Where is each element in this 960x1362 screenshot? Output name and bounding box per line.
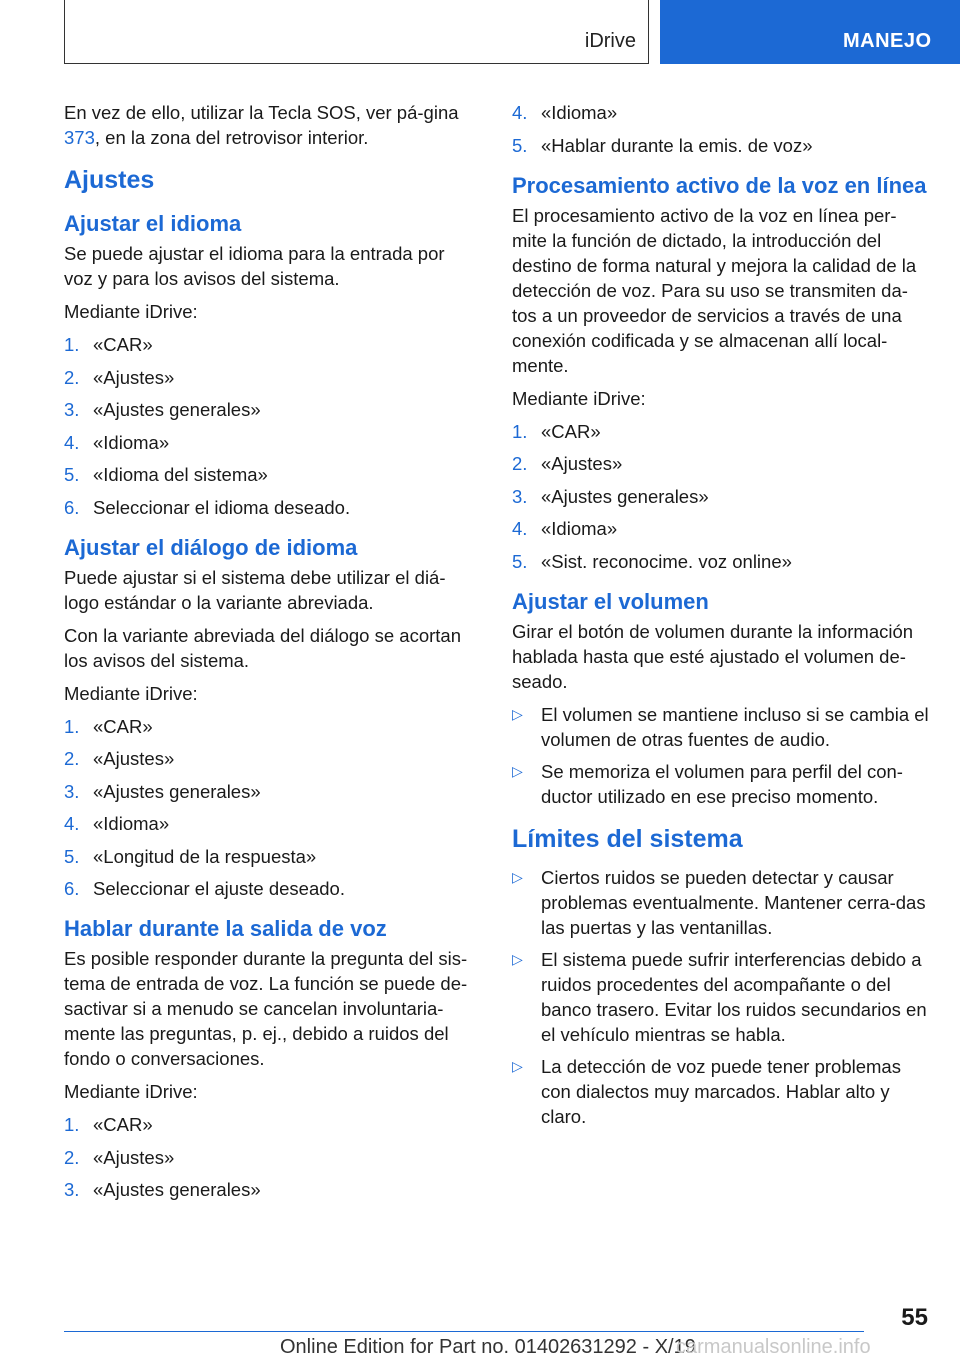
triangle-bullet-icon: ▷: [512, 705, 523, 722]
list-item: 5. «Hablar durante la emis. de voz»: [512, 134, 813, 156]
paragraph: Mediante iDrive:: [512, 387, 646, 409]
heading-ajustar-idioma: Ajustar el idioma: [64, 211, 242, 236]
heading-procesamiento-voz: Procesamiento activo de la voz en línea: [512, 172, 927, 198]
list-item: 6. Seleccionar el idioma deseado.: [64, 496, 351, 518]
left-column: [64, 100, 476, 1210]
list-item: 3. «Ajustes generales»: [64, 780, 261, 802]
list-item: 4. «Idioma»: [512, 518, 618, 539]
triangle-bullet-icon: ▷: [512, 868, 523, 885]
bullet-list: [512, 865, 930, 1129]
section-label: iDrive: [584, 30, 636, 52]
step-list: [512, 419, 930, 574]
heading-dialogo-idioma: Ajustar el diálogo de idioma: [64, 534, 358, 560]
paragraph: Mediante iDrive:: [64, 1081, 198, 1102]
paragraph: Se puede ajustar el idioma para la entrada por voz y para los avisos del sistema.: [64, 243, 445, 289]
list-item: 5. «Sist. reconocime. voz online»: [512, 550, 792, 572]
step-list: [64, 1112, 476, 1202]
paragraph: El procesamiento activo de la voz en línea per-mite la función de dictado, la introducción del destino de forma natural y mejora la calidad de la detección de voz. Para su uso se transmiten da-tos a un proveedor de servicios a través de una conexión codificada y se almacenan allí local-mente.: [512, 204, 917, 376]
paragraph: Mediante iDrive:: [64, 301, 198, 322]
list-item: 1. «CAR»: [512, 420, 601, 442]
list-item: 3. «Ajustes generales»: [64, 399, 261, 420]
list-item: 2. «Ajustes»: [512, 453, 623, 474]
list-item: 4. «Idioma»: [64, 813, 170, 834]
chapter-tab[interactable]: [660, 0, 960, 64]
watermark: carmanualsonline.info: [676, 1336, 871, 1358]
list-item: 2. «Ajustes»: [64, 748, 175, 769]
paragraph: Es posible responder durante la pregunta del sis-tema de entrada de voz. La función se puede de-sactivar si a menudo se cancelan involuntaria-mente las preguntas, p. ej., debido a ruidos del fondo o conversaciones.: [64, 948, 468, 1069]
list-item: 6. Seleccionar el ajuste deseado.: [64, 878, 345, 899]
page-link[interactable]: 373: [64, 127, 95, 148]
footer-divider: [64, 1331, 864, 1332]
list-item: ▷ Ciertos ruidos se pueden detectar y causar problemas eventualmente. Mantener cerra-das las puertas y las ventanillas.: [512, 866, 926, 938]
step-list: [64, 332, 476, 520]
paragraph: Con la variante abreviada del diálogo se acortan los avisos del sistema.: [64, 624, 461, 671]
list-item: 2. «Ajustes»: [64, 1146, 175, 1168]
list-item: ▷ El sistema puede sufrir interferencias debido a ruidos procedentes del acompañante o del banco trasero. Evitar los ruidos secundarios en el vehículo mientras se habla.: [512, 948, 927, 1045]
triangle-bullet-icon: ▷: [512, 1057, 523, 1074]
list-item: 1. «CAR»: [64, 715, 153, 737]
intro-paragraph: En vez de ello, utilizar la Tecla SOS, ver pá-gina 373, en la zona del retrovisor interior.: [64, 102, 459, 148]
heading-limites-sistema: Límites del sistema: [512, 824, 743, 853]
right-column: [512, 100, 930, 1137]
list-item: ▷ La detección de voz puede tener problemas con dialectos muy marcados. Hablar alto y claro.: [512, 1055, 901, 1127]
paragraph: Girar el botón de volumen durante la información hablada hasta que esté ajustado el volumen de-seado.: [512, 620, 914, 692]
list-item: 5. «Idioma del sistema»: [64, 464, 268, 485]
header-frame: [64, 0, 649, 64]
heading-ajustar-volumen: Ajustar el volumen: [512, 588, 709, 614]
heading-hablar-salida-voz: Hablar durante la salida de voz: [64, 916, 387, 941]
list-item: 3. «Ajustes generales»: [64, 1179, 261, 1200]
list-item: 3. «Ajustes generales»: [512, 485, 709, 507]
bullet-list: [512, 702, 930, 809]
list-item: ▷ Se memoriza el volumen para perfil del con-ductor utilizado en ese preciso momento.: [512, 760, 903, 807]
list-item: ▷ El volumen se mantiene incluso si se cambia el volumen de otras fuentes de audio.: [512, 703, 929, 750]
triangle-bullet-icon: ▷: [512, 950, 523, 967]
list-item: 4. «Idioma»: [64, 431, 170, 453]
edition-line: Online Edition for Part no. 01402631292 - X/19: [280, 1336, 696, 1358]
list-item: 2. «Ajustes»: [64, 366, 175, 388]
triangle-bullet-icon: ▷: [512, 762, 523, 779]
list-item: 5. «Longitud de la respuesta»: [64, 845, 317, 867]
paragraph: Mediante iDrive:: [64, 682, 198, 704]
heading-ajustes: Ajustes: [64, 166, 155, 194]
chapter-tab-label: MANEJO: [843, 30, 932, 52]
step-list: [64, 714, 476, 902]
page-number: 55: [901, 1304, 928, 1331]
list-item: 4. «Idioma»: [512, 102, 618, 123]
list-item: 1. «CAR»: [64, 1114, 153, 1135]
step-list: [512, 100, 930, 158]
list-item: 1. «CAR»: [64, 334, 153, 355]
paragraph: Puede ajustar si el sistema debe utilizar el diá-logo estándar o la variante abreviada.: [64, 566, 446, 613]
